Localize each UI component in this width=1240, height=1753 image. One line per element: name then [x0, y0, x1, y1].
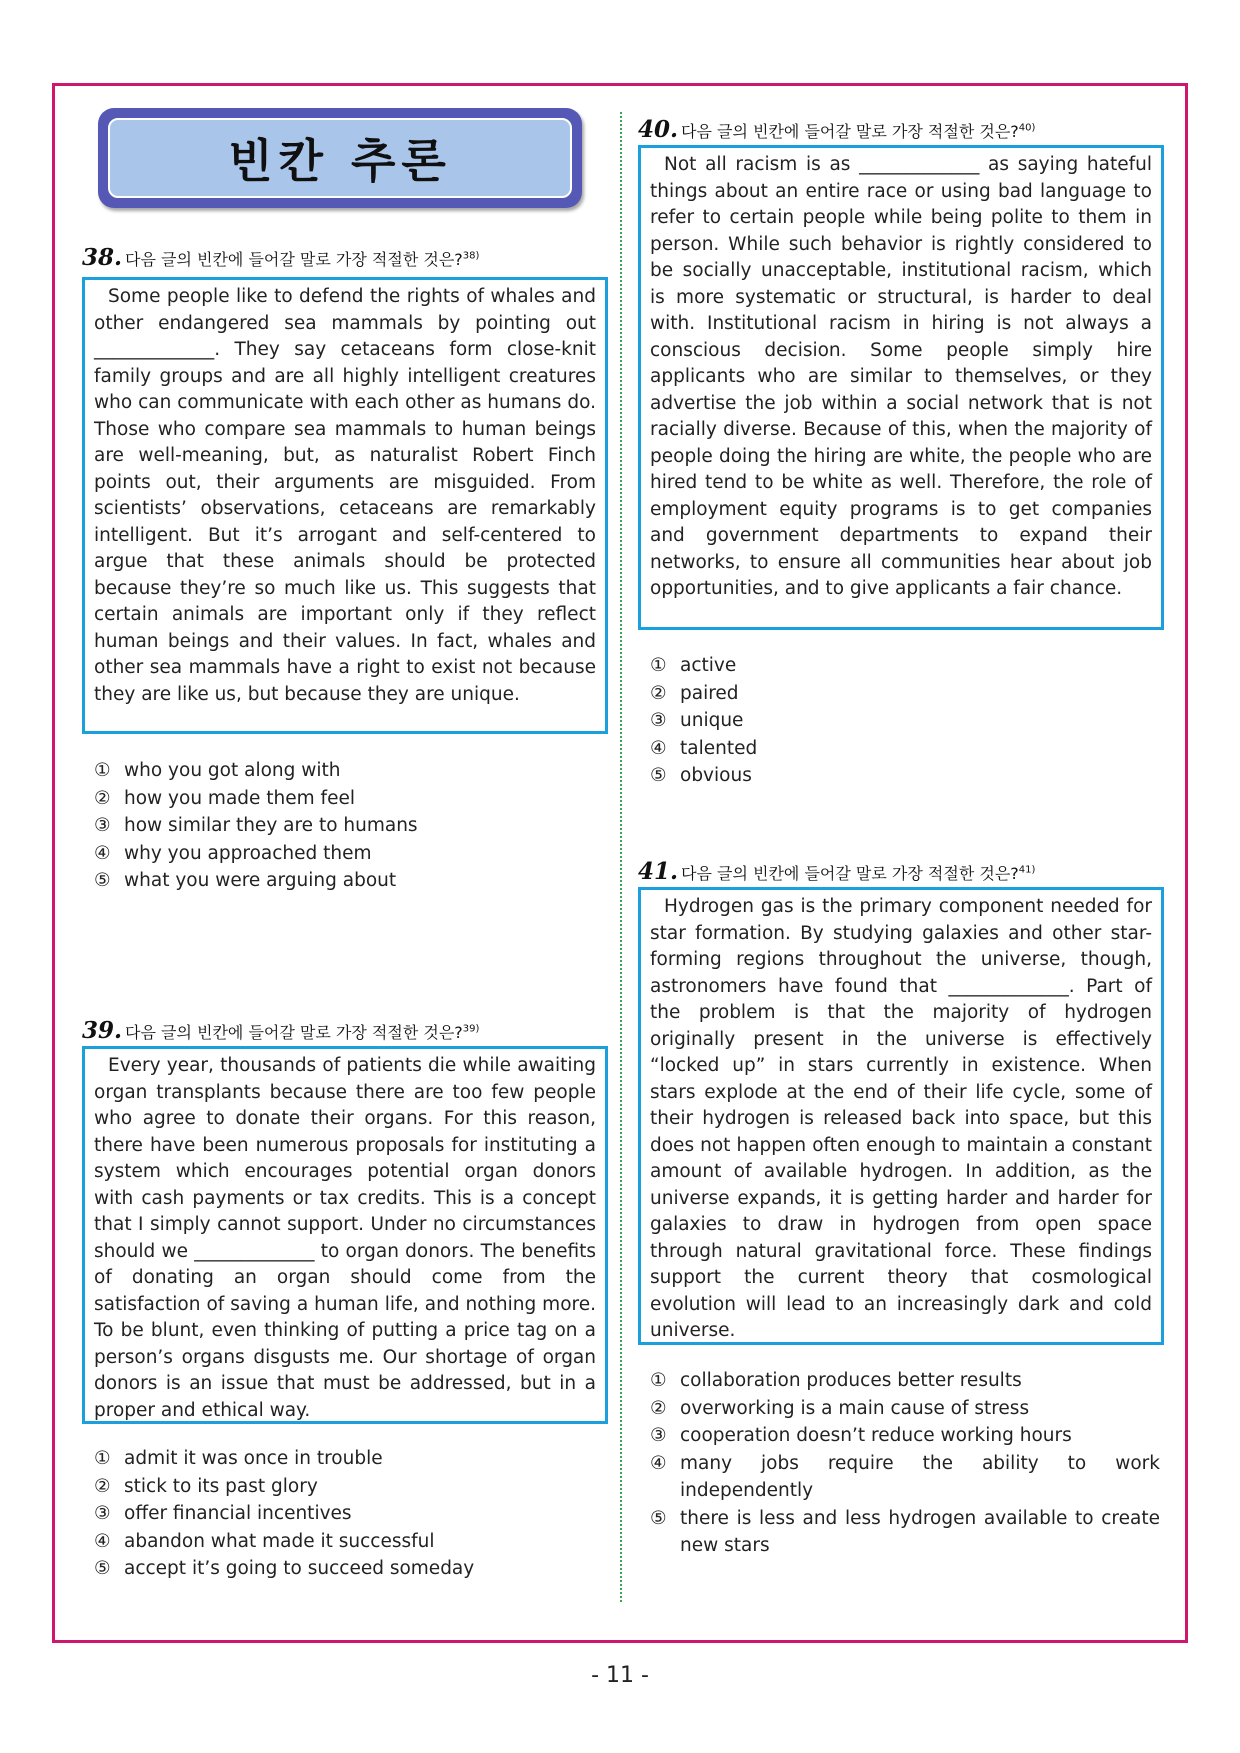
- column-divider: [620, 112, 622, 1602]
- choice-item[interactable]: ⑤ what you were arguing about: [94, 870, 397, 891]
- choice-item[interactable]: ④ many jobs require the ability to work independently: [650, 1452, 1160, 1501]
- choice-item[interactable]: ⑤ there is less and less hydrogen available to create new stars: [650, 1507, 1160, 1556]
- choice-item[interactable]: ⑤ obvious: [650, 765, 752, 786]
- choice-item[interactable]: ④ abandon what made it successful: [94, 1530, 435, 1552]
- question-number: 39.: [82, 1017, 123, 1044]
- question-38-choices: [94, 757, 604, 895]
- choice-item[interactable]: ③ offer financial incentives: [94, 1503, 352, 1524]
- passage-text: Every year, thousands of patients die while awaiting organ transplants because there are too few people who agree to donate their organs. For this reason, there have been numerous proposals for instituting a system which encourages potential organ donors with cash payments or tax credits. This is a concept that I simply cannot support. Under no circumstances should we _____________ to organ donors. The benefits of donating an organ should come from the satisfaction of saving a human life, and nothing more. To be blunt, even thinking of putting a price tag on a person’s organs disgusts me. Our shortage of organ donors is an issue that must be addressed, but in a proper and ethical way.: [94, 1055, 596, 1421]
- choice-item[interactable]: ④ talented: [650, 737, 758, 759]
- choice-item[interactable]: ⑤ accept it’s going to succeed someday: [94, 1558, 475, 1579]
- question-prompt: 다음 글의 빈칸에 들어갈 말로 가장 적절한 것은?: [681, 864, 1019, 883]
- question-number: 38.: [82, 244, 123, 271]
- question-40-header: [638, 116, 1035, 143]
- section-title-inner: [108, 118, 572, 198]
- footnote-marker: 39): [462, 1023, 480, 1035]
- choice-item[interactable]: ① who you got along with: [94, 760, 341, 781]
- question-40-passage: [638, 145, 1164, 630]
- footnote-marker: 41): [1018, 864, 1036, 876]
- question-39-choices: [94, 1445, 604, 1583]
- choice-item[interactable]: ② how you made them feel: [94, 787, 355, 809]
- question-number: 40.: [638, 116, 679, 143]
- page-number: - 11 -: [591, 1663, 649, 1688]
- choice-item[interactable]: ② stick to its past glory: [94, 1475, 318, 1497]
- footnote-marker: 38): [462, 250, 480, 262]
- question-38-header: [82, 244, 479, 271]
- passage-text: Some people like to defend the rights of whales and other endangered sea mammals by pointing out _____________. They say cetaceans form close-knit family groups and are all highly intelligent creatures who can communicate with each other as humans do. Those who compare sea mammals to human beings are well-meaning, but, as naturalist Robert Finch points out, their arguments are misguided. From scientists’ observations, cetaceans are remarkably intelligent. But it’s arrogant and self-centered to argue that these animals should be protected because they’re so much like us. This suggests that certain animals are important only if they reflect human beings and their values. In fact, whales and other sea mammals have a right to exist not because they are like us, but because they are unique.: [94, 286, 596, 705]
- choice-item[interactable]: ③ cooperation doesn’t reduce working hours: [650, 1425, 1072, 1446]
- passage-text: Hydrogen gas is the primary component needed for star formation. By studying galaxies and other star-forming regions throughout the universe, though, astronomers have found that _____________. Part of the problem is that the majority of hydrogen originally present in the universe is effectively “locked up” in stars currently in existence. When stars explode at the end of their life cycle, some of their hydrogen is released back into space, but this does not happen often enough to maintain a constant amount of available hydrogen. In addition, as the universe expands, it is getting harder and harder for galaxies to draw in hydrogen from open space through natural gravitational force. These findings support the current theory that cosmological evolution will lead to an increasingly dark and cold universe.: [650, 896, 1152, 1341]
- section-title-banner: [98, 108, 582, 208]
- question-prompt: 다음 글의 빈칸에 들어갈 말로 가장 적절한 것은?: [125, 250, 463, 269]
- question-38-passage: [82, 277, 608, 734]
- choice-item[interactable]: ③ how similar they are to humans: [94, 815, 418, 836]
- choice-item[interactable]: ② paired: [650, 682, 739, 704]
- choice-item[interactable]: ④ why you approached them: [94, 842, 372, 864]
- question-39-passage: [82, 1046, 608, 1424]
- question-39-header: [82, 1017, 479, 1044]
- question-41-header: [638, 858, 1035, 885]
- choice-item[interactable]: ① active: [650, 655, 737, 676]
- choice-item[interactable]: ① admit it was once in trouble: [94, 1448, 383, 1469]
- question-number: 41.: [638, 858, 679, 885]
- question-41-passage: [638, 887, 1164, 1345]
- question-prompt: 다음 글의 빈칸에 들어갈 말로 가장 적절한 것은?: [125, 1023, 463, 1042]
- choice-item[interactable]: ③ unique: [650, 710, 744, 731]
- question-40-choices: [650, 652, 1160, 790]
- choice-item[interactable]: ② overworking is a main cause of stress: [650, 1397, 1030, 1419]
- passage-text: Not all racism is as _____________ as saying hateful things about an entire race or using bad language to refer to certain people while being polite to them in person. While such behavior is rightly considered to be socially unacceptable, institutional racism, which is more systematic or structural, is harder to deal with. Institutional racism in hiring is not always a conscious decision. Some people simply hire applicants who are similar to themselves, or they advertise the job within a social network that is not racially diverse. Because of this, when the majority of people doing the hiring are white, the people who are hired tend to be white as well. Therefore, the role of employment equity programs is to get companies and government departments to expand their networks, to ensure all communities hear about job opportunities, and to give applicants a fair chance.: [650, 154, 1152, 599]
- question-41-choices: [650, 1367, 1160, 1560]
- section-title: 빈칸 추론: [228, 134, 452, 188]
- question-prompt: 다음 글의 빈칸에 들어갈 말로 가장 적절한 것은?: [681, 122, 1019, 141]
- choice-item[interactable]: ① collaboration produces better results: [650, 1370, 1022, 1391]
- footnote-marker: 40): [1018, 122, 1036, 134]
